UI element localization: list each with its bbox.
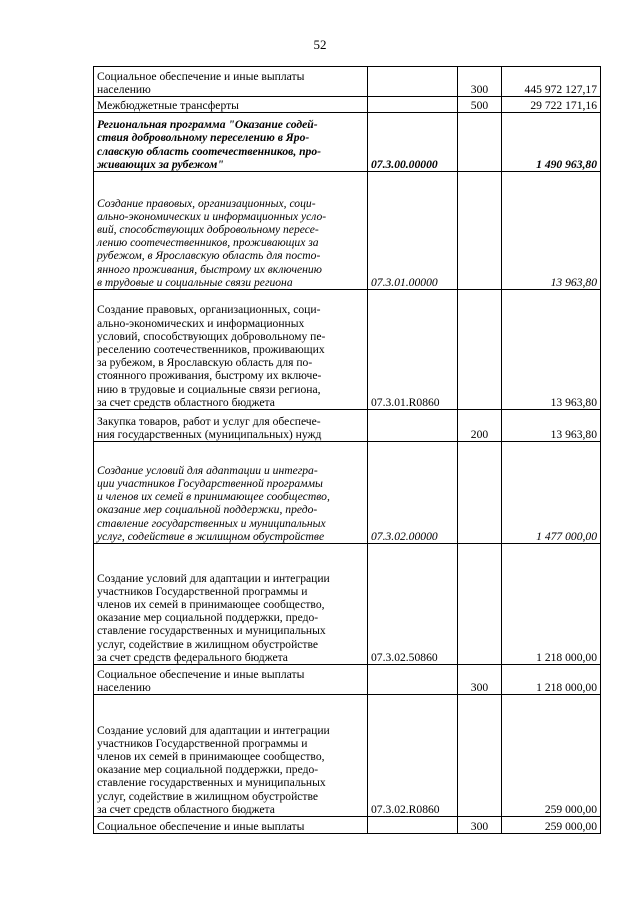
item-name: Создание правовых, организационных, соци- ально-экономических и информационных усло- вий, способствующих добровольному пересе- лению соотечественников, проживающих за рубежом, в Ярославскую область для посто- янного проживания, быстрому их включению в трудовые и социальные связи региона <box>94 172 368 290</box>
table-row <box>94 544 601 665</box>
target-code: 07.3.01.R0860 <box>368 290 458 410</box>
expense-type <box>458 172 502 290</box>
table-row <box>94 172 601 290</box>
item-name: Социальное обеспечение и иные выплаты населению <box>94 67 368 97</box>
amount: 1 218 000,00 <box>502 544 601 665</box>
expense-type: 500 <box>458 97 502 113</box>
amount: 445 972 127,17 <box>502 67 601 97</box>
target-code <box>368 97 458 113</box>
budget-table <box>93 66 601 834</box>
item-name: Межбюджетные трансферты <box>94 97 368 113</box>
target-code <box>368 665 458 695</box>
table-row <box>94 442 601 544</box>
amount: 259 000,00 <box>502 695 601 817</box>
target-code: 07.3.02.00000 <box>368 442 458 544</box>
amount: 1 218 000,00 <box>502 665 601 695</box>
amount: 29 722 171,16 <box>502 97 601 113</box>
amount: 1 477 000,00 <box>502 442 601 544</box>
expense-type: 300 <box>458 817 502 834</box>
table-row <box>94 410 601 442</box>
table-row <box>94 113 601 172</box>
item-name: Создание условий для адаптации и интеграции участников Государственной программы и членов их семей в принимающее сообщество, оказание мер социальной поддержки, предо- ставление государственных и муниципальных услуг, содействие в жилищном обустройстве за счет средств федерального бюджета <box>94 544 368 665</box>
expense-type <box>458 544 502 665</box>
expense-type <box>458 442 502 544</box>
table-row <box>94 695 601 817</box>
amount: 13 963,80 <box>502 410 601 442</box>
table-row <box>94 67 601 97</box>
expense-type <box>458 695 502 817</box>
page-number: 52 <box>313 37 327 52</box>
target-code: 07.3.00.00000 <box>368 113 458 172</box>
target-code: 07.3.02.R0860 <box>368 695 458 817</box>
target-code <box>368 410 458 442</box>
table-row <box>94 665 601 695</box>
item-name: Создание условий для адаптации и интеграции участников Государственной программы и членов их семей в принимающее сообщество, оказание мер социальной поддержки, предо- ставление государственных и муниципальных услуг, содействие в жилищном обустройстве за счет средств областного бюджета <box>94 695 368 817</box>
target-code <box>368 817 458 834</box>
table-row <box>94 817 601 834</box>
table-row <box>94 290 601 410</box>
expense-type <box>458 290 502 410</box>
amount: 1 490 963,80 <box>502 113 601 172</box>
expense-type <box>458 113 502 172</box>
item-name: Создание правовых, организационных, соци- ально-экономических и информационных условий, способствующих добровольному пе- реселению соотечественников, проживающих за рубежом, в Ярославскую область для по- стоянного проживания, быстрому их включе- нию в трудовые и социальные связи региона, за счет средств областного бюджета <box>94 290 368 410</box>
target-code <box>368 67 458 97</box>
amount: 13 963,80 <box>502 172 601 290</box>
item-name: Социальное обеспечение и иные выплаты населению <box>94 665 368 695</box>
expense-type: 300 <box>458 67 502 97</box>
table-row <box>94 97 601 113</box>
item-name: Социальное обеспечение и иные выплаты <box>94 817 368 834</box>
item-name: Региональная программа "Оказание содей- ствия добровольному переселению в Яро- славскую область соотечественников, про- живающих за рубежом" <box>94 113 368 172</box>
item-name: Закупка товаров, работ и услуг для обеспече- ния государственных (муниципальных) нужд <box>94 410 368 442</box>
target-code: 07.3.01.00000 <box>368 172 458 290</box>
item-name: Создание условий для адаптации и интегра- ции участников Государственной программы и членов их семей в принимающее сообщество, оказание мер социальной поддержки, предо- ставление государственных и муниципальных услуг, содействие в жилищном обустройстве <box>94 442 368 544</box>
amount: 259 000,00 <box>502 817 601 834</box>
amount: 13 963,80 <box>502 290 601 410</box>
expense-type: 300 <box>458 665 502 695</box>
target-code: 07.3.02.50860 <box>368 544 458 665</box>
expense-type: 200 <box>458 410 502 442</box>
